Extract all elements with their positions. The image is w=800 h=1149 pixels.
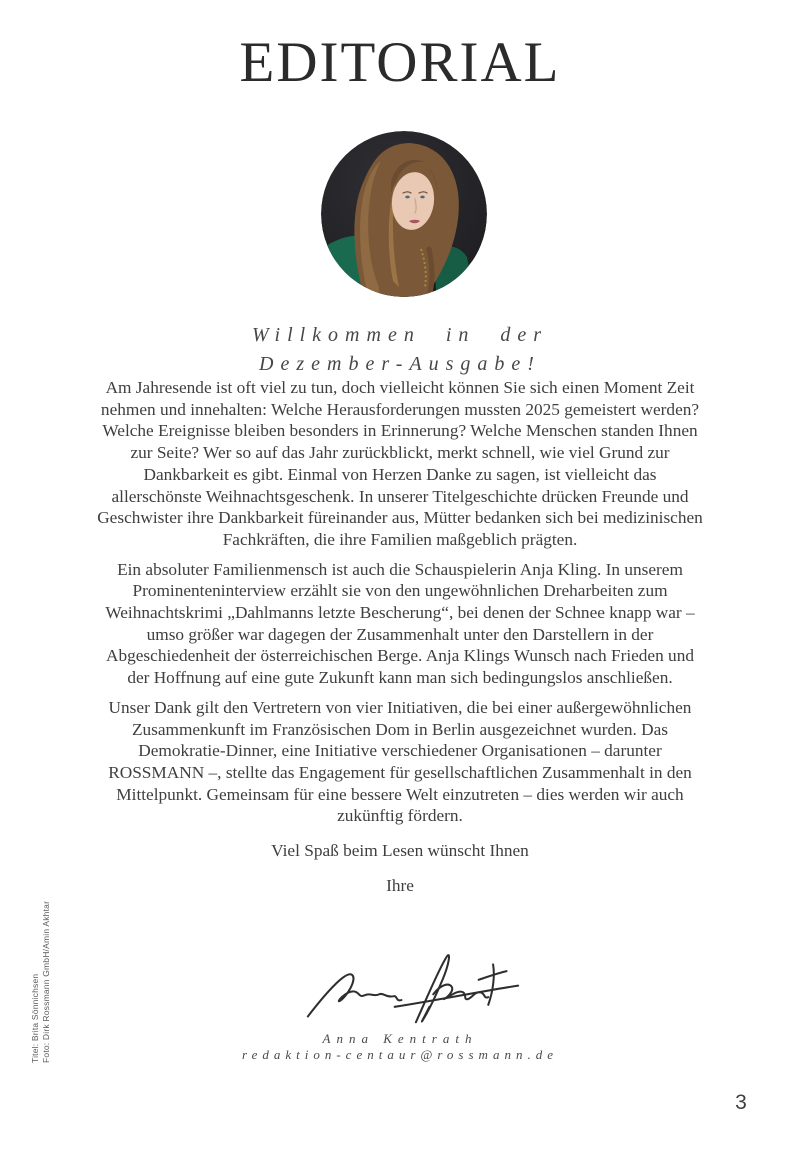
salutation-line: Ihre xyxy=(386,875,414,895)
photo-credits xyxy=(30,901,52,1063)
author-signature xyxy=(298,947,528,1029)
greeting-line1: Willkommen in der xyxy=(251,324,549,346)
portrait-illustration xyxy=(321,131,487,297)
author-name: Anna Kentrath xyxy=(322,1031,478,1046)
greeting-line2: Dezember-Ausgabe! xyxy=(259,353,541,375)
paragraph-3: Unser Dank gilt den Vertretern von vier Initiativen, die bei einer außergewöhnlichen Zusammenkunft im Französischen Dom in Berlin ausgezeichnet wurden. Das Demokratie-Dinner, eine Initiative verschiedener Organisationen – darunter ROSSMANN –, stellte das Engagement für gesellschaftlichen Zusammenhalt in den Mittelpunkt. Gemeinsam für eine bessere Welt einzutreten – dies werden wir auch zukünftig fördern. xyxy=(108,697,692,826)
closing-line: Viel Spaß beim Lesen wünscht Ihnen xyxy=(271,841,529,861)
page-number: 3 xyxy=(735,1091,747,1114)
greeting-heading xyxy=(0,321,800,379)
paragraph-1: Am Jahresende ist oft viel zu tun, doch vielleicht können Sie sich einen Moment Zeit nehmen und innehalten: Welche Herausforderungen mussten 2025 gemeistert werden? Welche Ereignisse bleiben besonders in Erinnerung? Welche Menschen standen Ihnen zur Seite? Wer so auf das Jahr zurückblickt, merkt schnell, wie viel Grund zur Dankbarkeit es gibt. Einmal von Herzen Danke zu sagen, ist vielleicht das allerschönste Weihnachtsgeschenk. In unserer Titelgeschichte drücken Freunde und Geschwister ihre Dankbarkeit füreinander aus, Mütter bedanken sich bei medizinischen Fachkräften, die ihre Familien maßgeblich prägten. xyxy=(97,378,703,549)
editorial-body xyxy=(97,377,703,904)
photo-credit: Foto: Dirk Rossmann GmbH/Amin Akhtar xyxy=(41,900,51,1063)
title-credit: Titel: Brita Sönnichsen xyxy=(30,973,40,1063)
page-title: EDITORIAL xyxy=(239,31,561,94)
paragraph-2: Ein absoluter Familienmensch ist auch die Schauspielerin Anja Kling. In unserem Prominenteninterview erzählt sie von den ungewöhnlichen Dreharbeiten zum Weihnachtskrimi „Dahlmanns letzte Bescherung“, bei denen der Schnee knapp war – umso größer war dagegen der Zusammenhalt unter den Darstellern in der Abgeschiedenheit der österreichischen Berge. Anja Klings Wunsch nach Frieden und der Hoffnung auf eine gute Zukunft kann man sich bedingungslos anschließen. xyxy=(105,559,695,688)
author-portrait-photo xyxy=(321,131,487,297)
author-email: redaktion-centaur@rossmann.de xyxy=(242,1047,558,1062)
signature-scrawl-icon xyxy=(298,947,528,1029)
